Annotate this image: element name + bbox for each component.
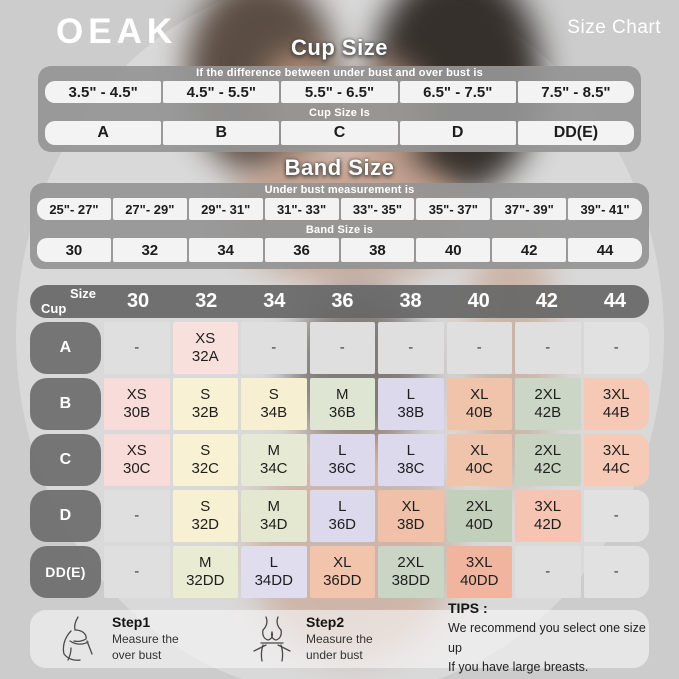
step2-line2: under bust bbox=[306, 648, 363, 662]
size-label: M bbox=[267, 441, 280, 459]
step2-block bbox=[250, 614, 432, 663]
size-code: 38C bbox=[396, 460, 425, 477]
size-cell bbox=[173, 378, 239, 430]
band-size-cell: 40 bbox=[416, 238, 490, 262]
size-code: 30B bbox=[123, 404, 151, 421]
matrix-column-header: 44 bbox=[603, 290, 627, 312]
corner-cup-label: Cup bbox=[41, 301, 67, 316]
band-size-cell: 36 bbox=[265, 238, 339, 262]
matrix-row-label: B bbox=[30, 378, 101, 430]
band-range-row bbox=[37, 198, 642, 220]
band-range-cell: 29"- 31" bbox=[189, 198, 263, 220]
empty-cell bbox=[104, 546, 170, 598]
step2-text bbox=[306, 614, 373, 663]
size-label: XL bbox=[333, 553, 352, 571]
band-size-cell: 44 bbox=[568, 238, 642, 262]
size-code: 40B bbox=[465, 404, 493, 421]
band-size-cell: 30 bbox=[37, 238, 111, 262]
empty-dash: - bbox=[134, 338, 140, 356]
band-range-cell: 37"- 39" bbox=[492, 198, 566, 220]
band-size-cell: 34 bbox=[189, 238, 263, 262]
size-code: 40DD bbox=[460, 572, 499, 589]
size-code: 36DD bbox=[323, 572, 362, 589]
size-matrix bbox=[30, 285, 649, 598]
matrix-column-header: 30 bbox=[126, 290, 150, 312]
size-code: 38B bbox=[397, 404, 425, 421]
matrix-row bbox=[30, 546, 649, 598]
size-code: 32DD bbox=[186, 572, 225, 589]
size-cell bbox=[447, 434, 513, 486]
matrix-row-label: A bbox=[30, 322, 101, 374]
size-label: L bbox=[338, 441, 347, 459]
size-label: 2XL bbox=[397, 553, 425, 571]
tips-block bbox=[432, 600, 649, 677]
size-cell bbox=[378, 434, 444, 486]
band-range-cell: 25"- 27" bbox=[37, 198, 111, 220]
band-range-cell: 39"- 41" bbox=[568, 198, 642, 220]
tips-title: TIPS : bbox=[448, 600, 488, 617]
empty-cell bbox=[104, 490, 170, 542]
size-cell bbox=[447, 546, 513, 598]
cup-banner-mid: Cup Size Is bbox=[309, 107, 370, 119]
step1-text bbox=[112, 614, 179, 663]
measure-over-bust-icon bbox=[56, 615, 100, 663]
cup-range-cell: 5.5" - 6.5" bbox=[281, 81, 397, 103]
empty-cell bbox=[378, 322, 444, 374]
matrix-row bbox=[30, 378, 649, 430]
size-code: 34B bbox=[260, 404, 288, 421]
size-label: 3XL bbox=[602, 441, 630, 459]
size-cell bbox=[584, 378, 650, 430]
empty-dash: - bbox=[134, 562, 140, 580]
empty-dash: - bbox=[613, 506, 619, 524]
size-cell bbox=[515, 434, 581, 486]
step1-block bbox=[56, 614, 250, 663]
size-label: 2XL bbox=[534, 385, 562, 403]
band-banner-mid: Band Size is bbox=[305, 224, 374, 236]
cup-letter-cell: DD(E) bbox=[518, 121, 634, 145]
size-code: 36C bbox=[328, 460, 357, 477]
size-label: M bbox=[267, 497, 280, 515]
matrix-column-header: 34 bbox=[263, 290, 286, 312]
size-code: 30C bbox=[122, 460, 151, 477]
size-code: 34C bbox=[259, 460, 288, 477]
size-label: 2XL bbox=[534, 441, 562, 459]
empty-dash: - bbox=[339, 338, 345, 356]
size-code: 34DD bbox=[254, 572, 293, 589]
empty-cell bbox=[447, 322, 513, 374]
matrix-body bbox=[30, 322, 649, 598]
size-cell bbox=[241, 546, 307, 598]
size-code: 36D bbox=[328, 516, 357, 533]
size-code: 32B bbox=[191, 404, 219, 421]
empty-dash: - bbox=[408, 338, 414, 356]
size-code: 40C bbox=[465, 460, 494, 477]
size-cell bbox=[447, 490, 513, 542]
cup-range-cell: 4.5" - 5.5" bbox=[163, 81, 279, 103]
empty-dash: - bbox=[134, 506, 140, 524]
cup-banner-top: If the difference between under bust and over bust is bbox=[196, 67, 483, 79]
band-banner-top: Under bust measurement is bbox=[264, 184, 415, 196]
size-code: 34D bbox=[259, 516, 288, 533]
matrix-column-header: 38 bbox=[399, 290, 422, 312]
matrix-column-header: 42 bbox=[535, 290, 558, 312]
matrix-column-header: 36 bbox=[331, 290, 354, 312]
size-label: S bbox=[200, 441, 211, 459]
empty-cell bbox=[515, 322, 581, 374]
size-code: 42C bbox=[533, 460, 562, 477]
matrix-column-header: 32 bbox=[195, 290, 218, 312]
empty-cell bbox=[584, 490, 650, 542]
empty-cell bbox=[584, 322, 650, 374]
step2-title: Step2 bbox=[306, 614, 345, 631]
size-cell bbox=[447, 378, 513, 430]
size-label: 3XL bbox=[534, 497, 562, 515]
size-code: 32A bbox=[191, 348, 219, 365]
band-size-row bbox=[37, 238, 642, 262]
size-cell bbox=[584, 434, 650, 486]
size-label: S bbox=[200, 385, 211, 403]
size-cell bbox=[310, 546, 376, 598]
cup-letter-cell: C bbox=[281, 121, 397, 145]
empty-dash: - bbox=[476, 338, 482, 356]
size-cell bbox=[310, 378, 376, 430]
empty-dash: - bbox=[271, 338, 277, 356]
cup-size-table bbox=[38, 66, 641, 152]
size-label: XS bbox=[126, 441, 147, 459]
size-cell bbox=[104, 434, 170, 486]
matrix-row-label: D bbox=[30, 490, 101, 542]
empty-cell bbox=[584, 546, 650, 598]
size-code: 44C bbox=[602, 460, 631, 477]
size-cell bbox=[515, 378, 581, 430]
size-cell bbox=[173, 434, 239, 486]
size-cell bbox=[241, 490, 307, 542]
size-cell bbox=[173, 322, 239, 374]
empty-dash: - bbox=[545, 562, 551, 580]
tips-line1: We recommend you select one size up bbox=[448, 621, 646, 655]
size-cell bbox=[378, 546, 444, 598]
size-code: 42B bbox=[534, 404, 562, 421]
empty-dash: - bbox=[613, 338, 619, 356]
size-cell bbox=[310, 490, 376, 542]
size-code: 40D bbox=[465, 516, 494, 533]
band-range-cell: 27"- 29" bbox=[113, 198, 187, 220]
matrix-row bbox=[30, 490, 649, 542]
band-range-cell: 35"- 37" bbox=[416, 198, 490, 220]
empty-dash: - bbox=[545, 338, 551, 356]
size-label: M bbox=[336, 385, 349, 403]
size-code: 36B bbox=[328, 404, 356, 421]
size-label: L bbox=[406, 441, 415, 459]
size-code: 44B bbox=[602, 404, 630, 421]
empty-cell bbox=[515, 546, 581, 598]
tips-line2: If you have large breasts. bbox=[448, 660, 589, 675]
size-cell bbox=[173, 546, 239, 598]
size-label: XS bbox=[126, 385, 147, 403]
size-label: S bbox=[200, 497, 211, 515]
step1-line1: Measure the bbox=[112, 632, 179, 647]
size-cell bbox=[241, 378, 307, 430]
size-label: XL bbox=[470, 385, 489, 403]
step2-line1: Measure the bbox=[306, 632, 373, 647]
cup-range-cell: 3.5" - 4.5" bbox=[45, 81, 161, 103]
step1-line2: over bust bbox=[112, 648, 162, 662]
empty-cell bbox=[104, 322, 170, 374]
band-size-cell: 42 bbox=[492, 238, 566, 262]
size-label: 3XL bbox=[465, 553, 493, 571]
size-cell bbox=[104, 378, 170, 430]
matrix-row bbox=[30, 322, 649, 374]
size-label: XS bbox=[195, 329, 216, 347]
matrix-corner bbox=[30, 285, 104, 318]
size-cell bbox=[378, 378, 444, 430]
cup-range-row bbox=[45, 81, 634, 103]
matrix-header-bar bbox=[30, 285, 649, 318]
matrix-row-label: DD(E) bbox=[30, 546, 101, 598]
size-code: 38D bbox=[396, 516, 425, 533]
matrix-row-label: C bbox=[30, 434, 101, 486]
size-label: L bbox=[406, 385, 415, 403]
page-title: Size Chart bbox=[567, 17, 661, 38]
band-size-table bbox=[30, 183, 649, 269]
size-cell bbox=[173, 490, 239, 542]
size-label: XL bbox=[401, 497, 420, 515]
size-code: 32D bbox=[191, 516, 220, 533]
cup-range-cell: 6.5" - 7.5" bbox=[400, 81, 516, 103]
band-range-cell: 31"- 33" bbox=[265, 198, 339, 220]
cup-letter-cell: A bbox=[45, 121, 161, 145]
size-code: 38DD bbox=[391, 572, 430, 589]
empty-cell bbox=[241, 322, 307, 374]
step1-title: Step1 bbox=[112, 614, 151, 631]
band-size-title: Band Size bbox=[284, 155, 395, 180]
measure-under-bust-icon bbox=[250, 615, 294, 663]
band-range-cell: 33"- 35" bbox=[341, 198, 415, 220]
cup-letter-row bbox=[45, 121, 634, 145]
size-label: S bbox=[268, 385, 279, 403]
size-code: 42D bbox=[533, 516, 562, 533]
matrix-row bbox=[30, 434, 649, 486]
matrix-column-header: 40 bbox=[467, 290, 490, 312]
size-code: 32C bbox=[191, 460, 220, 477]
corner-size-label: Size bbox=[70, 286, 97, 301]
cup-letter-cell: B bbox=[163, 121, 279, 145]
empty-cell bbox=[310, 322, 376, 374]
empty-dash: - bbox=[613, 562, 619, 580]
cup-letter-cell: D bbox=[400, 121, 516, 145]
cup-size-title: Cup Size bbox=[291, 35, 388, 60]
measure-help-bar bbox=[30, 600, 649, 675]
brand-logo: OEAK bbox=[56, 12, 178, 51]
size-label: 3XL bbox=[602, 385, 630, 403]
size-label: L bbox=[269, 553, 278, 571]
size-label: XL bbox=[470, 441, 489, 459]
size-cell bbox=[310, 434, 376, 486]
band-size-cell: 32 bbox=[113, 238, 187, 262]
band-size-cell: 38 bbox=[341, 238, 415, 262]
cup-range-cell: 7.5" - 8.5" bbox=[518, 81, 634, 103]
size-cell bbox=[515, 490, 581, 542]
size-cell bbox=[378, 490, 444, 542]
size-label: M bbox=[199, 553, 212, 571]
size-label: L bbox=[338, 497, 347, 515]
size-cell bbox=[241, 434, 307, 486]
size-label: 2XL bbox=[465, 497, 493, 515]
